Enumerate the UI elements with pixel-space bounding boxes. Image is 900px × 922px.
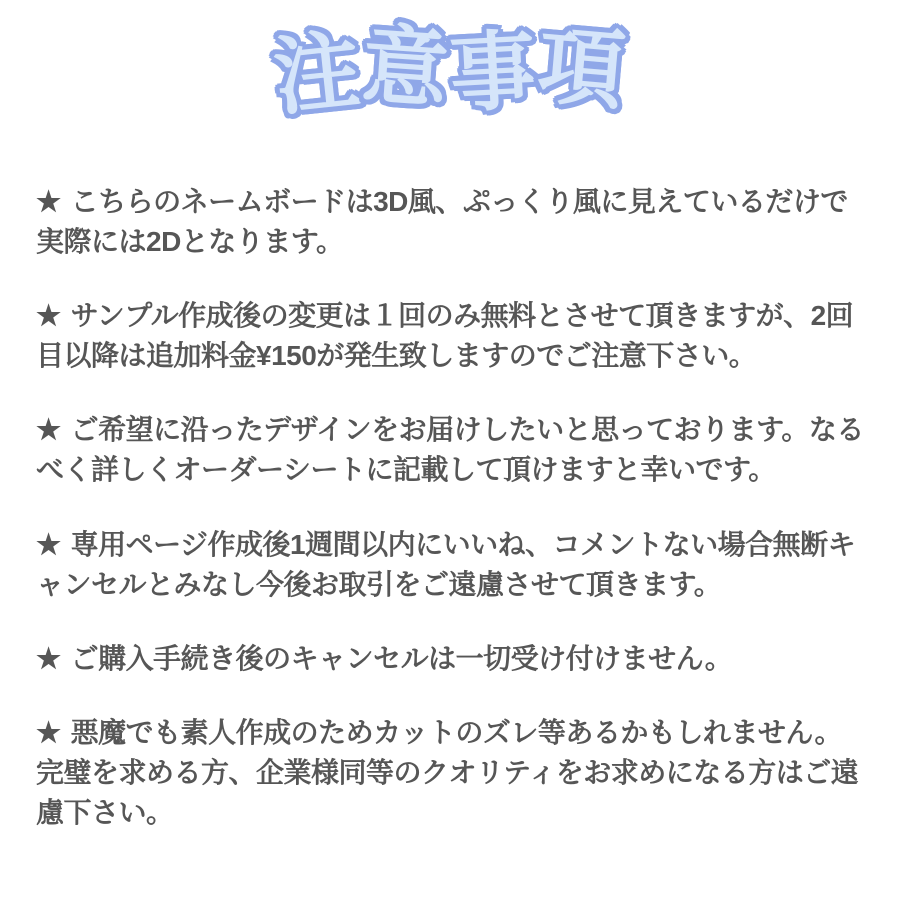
note-item [36, 296, 864, 376]
notice-card [0, 17, 900, 922]
note-text: ご希望に沿ったデザインをお届けしたいと思っております。なるべく詳しくオーダーシートに記載して頂けますと幸いです。 [36, 414, 864, 486]
note-text: ご購入手続き後のキャンセルは一切受け付けません。 [70, 642, 733, 674]
star-icon: ★ [36, 716, 61, 748]
note-item [36, 525, 864, 605]
note-item [36, 182, 864, 262]
star-icon: ★ [36, 186, 61, 218]
star-icon: ★ [36, 642, 61, 674]
note-text: サンプル作成後の変更は１回のみ無料とさせて頂きますが、2回目以降は追加料金¥150が発生致しますのでご注意下さい。 [36, 300, 854, 372]
note-text: 悪魔でも素人作成のためカットのズレ等あるかもしれません。完璧を求める方、企業様同等のクオリティをお求めになる方はご遠慮下さい。 [36, 716, 859, 828]
notes-list [36, 182, 864, 832]
note-item [36, 713, 864, 833]
note-text: 専用ページ作成後1週間以内にいいね、コメントない場合無断キャンセルとみなし今後お取引をご遠慮させて頂きます。 [36, 528, 856, 600]
star-icon: ★ [36, 528, 61, 560]
star-icon: ★ [36, 300, 61, 332]
star-icon: ★ [36, 414, 61, 446]
note-text: こちらのネームボードは3D風、ぷっくり風に見えているだけで実際には2Dとなります。 [36, 186, 848, 258]
note-item [36, 639, 864, 679]
page-title: 注意事項 [269, 17, 631, 127]
note-item [36, 410, 864, 490]
